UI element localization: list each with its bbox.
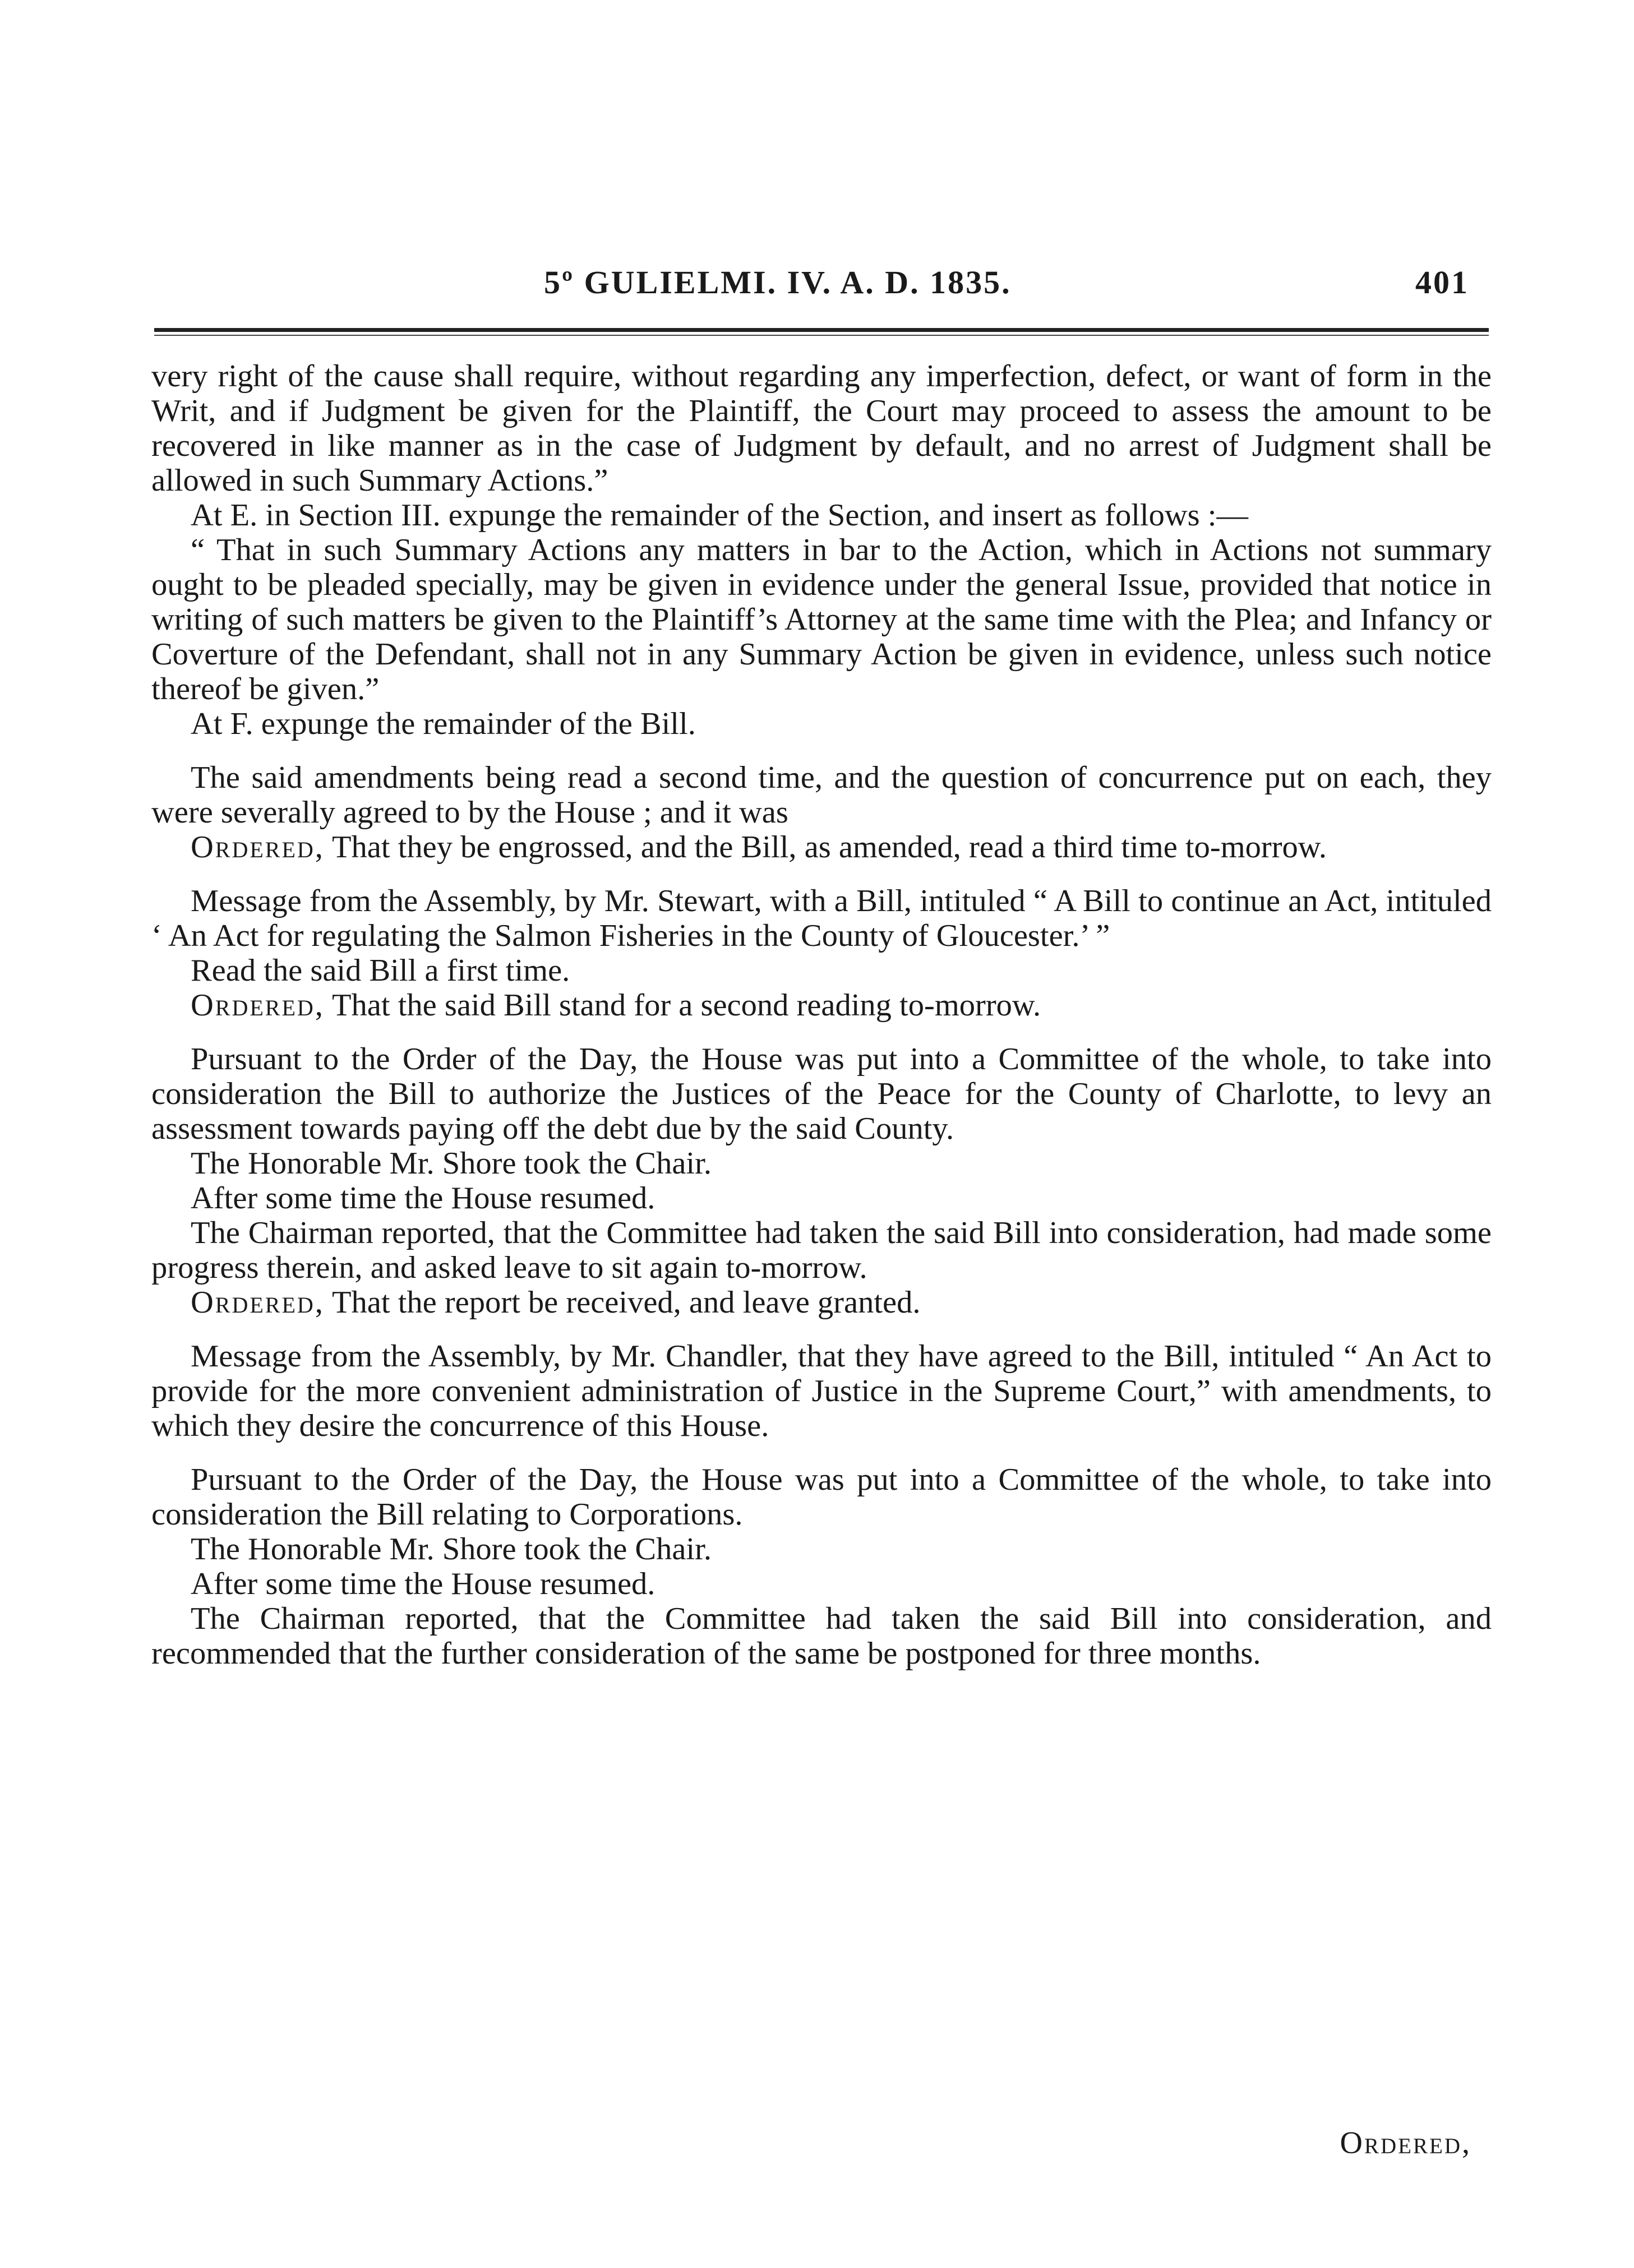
running-head — [146, 264, 1480, 314]
paragraph: Pursuant to the Order of the Day, the House was put into a Committee of the whole, to take into consideration the Bill to authorize the Justices of the Peace for the County of Charlotte, to levy an assessment towards paying off the debt due by the said County. — [151, 1042, 1492, 1146]
paragraph-order: Ordered, That they be engrossed, and the Bill, as amended, read a third time to-morrow. — [191, 830, 1327, 865]
ordered-lead: Ordered, — [191, 830, 325, 865]
paragraph-order: Ordered, That the report be received, and leave granted. — [191, 1285, 921, 1320]
paragraph-message: Message from the Assembly, by Mr. Stewart, with a Bill, intituled “ A Bill to continue an Act, intituled ‘ An Act for regulating the Salmon Fisheries in the County of Gloucester.’ ” — [151, 884, 1492, 953]
paragraph-continuation: very right of the cause shall require, without regarding any imperfection, defect, or want of form in the Writ, and if Judgment be given for the Plaintiff, the Court may proceed to assess the amount to be recovered in like manner as in the case of Judgment by default, and no arrest of Judgment shall be allowed in such Summary Actions.” — [151, 359, 1492, 498]
paragraph: At E. in Section III. expunge the remainder of the Section, and insert as follows :— — [191, 498, 1248, 533]
ordered-lead: Ordered, — [191, 1285, 325, 1320]
header-rule-thin — [154, 335, 1489, 336]
catchword: Ordered, — [1340, 2126, 1471, 2160]
ordered-lead: Ordered, — [191, 988, 325, 1023]
body-text — [151, 359, 1492, 1671]
paragraph: The said amendments being read a second time, and the question of concurrence put on each, they were severally agreed to by the House ; and it was — [151, 760, 1492, 830]
paragraph: At F. expunge the remainder of the Bill. — [191, 706, 696, 741]
header-rule — [154, 328, 1489, 332]
paragraph: Read the said Bill a first time. — [191, 953, 570, 988]
paragraph-message: Message from the Assembly, by Mr. Chandler, that they have agreed to the Bill, intituled “ An Act to provide for the more convenient administration of Justice in the Supreme Court,” with amendments, to which they desire the concurrence of this House. — [151, 1339, 1492, 1443]
paragraph: The Chairman reported, that the Committee had taken the said Bill into consideration, and recommended that the further consideration of the same be postponed for three months. — [151, 1601, 1492, 1671]
paragraph: The Honorable Mr. Shore took the Chair. — [191, 1146, 712, 1181]
paragraph-quoted-clause: “ That in such Summary Actions any matters in bar to the Action, which in Actions not summary ought to be pleaded specially, may be given in evidence under the general Issue, provided that notice in writing of such matters be given to the Plaintiff’s Attorney at the same time with the Plea; and Infancy or Coverture of the Defendant, shall not in any Summary Action be given in evidence, unless such notice thereof be given.” — [151, 533, 1492, 706]
paragraph: After some time the House resumed. — [191, 1567, 656, 1601]
paragraph: The Chairman reported, that the Committee had taken the said Bill into consideration, had made some progress therein, and asked leave to sit again to-morrow. — [151, 1216, 1492, 1285]
paragraph: After some time the House resumed. — [191, 1181, 656, 1216]
paragraph-order: Ordered, That the said Bill stand for a second reading to-morrow. — [191, 988, 1041, 1023]
paragraph: The Honorable Mr. Shore took the Chair. — [191, 1532, 712, 1567]
paragraph: Pursuant to the Order of the Day, the House was put into a Committee of the whole, to take into consideration the Bill relating to Corporations. — [151, 1462, 1492, 1532]
page-number: 401 — [1415, 264, 1469, 301]
running-head-title: 5º GULIELMI. IV. A. D. 1835. — [544, 264, 1012, 301]
